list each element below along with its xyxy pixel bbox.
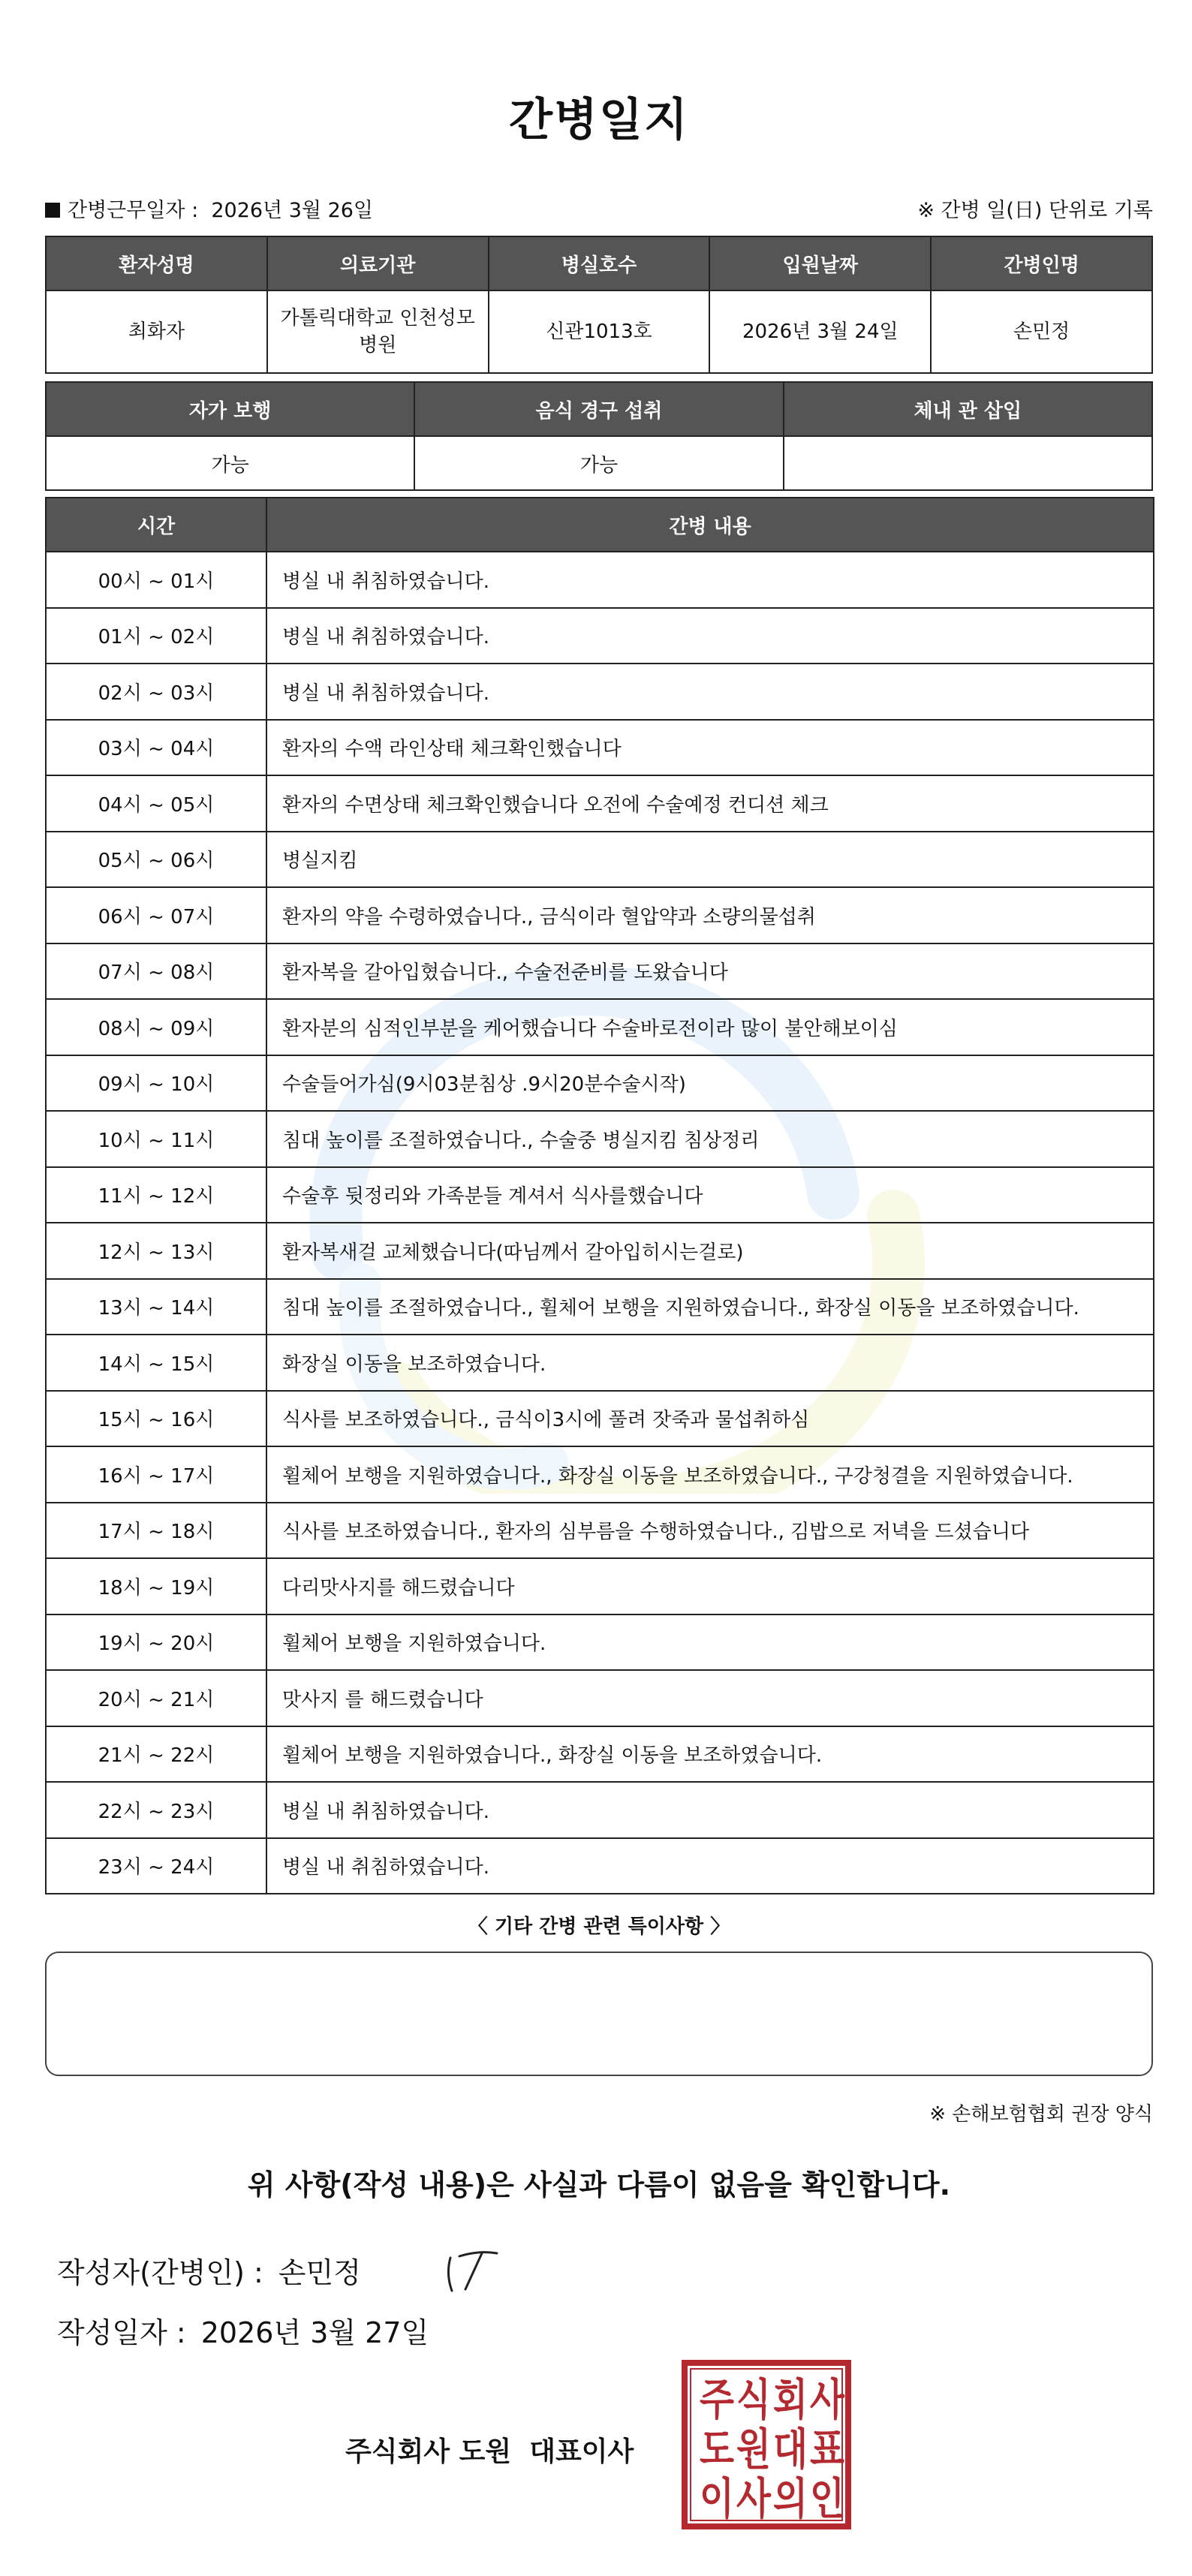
log-time: 07시 ~ 08시 xyxy=(46,943,266,1000)
log-content: 환자의 수면상태 체크확인했습니다 오전에 수술예정 컨디션 체크 xyxy=(266,775,1154,832)
meta-row xyxy=(45,194,1153,224)
record-note: ※ 간병 일(日) 단위로 기록 xyxy=(917,199,1153,222)
table-row xyxy=(46,1446,1154,1503)
written-date-line xyxy=(57,2310,429,2351)
table-row xyxy=(46,832,1154,888)
log-time: 01시 ~ 02시 xyxy=(46,608,266,664)
log-time: 21시 ~ 22시 xyxy=(46,1726,266,1783)
log-content: 병실 내 취침하였습니다. xyxy=(266,1782,1154,1838)
log-time: 12시 ~ 13시 xyxy=(46,1223,266,1279)
special-notes-title: 〈 기타 간병 관련 특이사항 〉 xyxy=(468,1915,730,1938)
company-title: 대표이사 xyxy=(529,2436,634,2467)
log-time: 04시 ~ 05시 xyxy=(46,775,266,832)
svg-text:도: 도 xyxy=(700,2424,734,2475)
patient-status-table xyxy=(45,381,1153,491)
admission-date: 2026년 3월 24일 xyxy=(709,290,931,373)
log-content: 맛사지 를 해드렸습니다 xyxy=(266,1670,1154,1726)
log-content: 환자분의 심적인부분을 케어했습니다 수술바로전이라 많이 불안해보이심 xyxy=(266,999,1154,1055)
log-content: 수술후 뒷정리와 가족분들 계셔서 식사를했습니다 xyxy=(266,1167,1154,1223)
header-room: 병실호수 xyxy=(489,236,710,290)
table-row xyxy=(46,1670,1154,1726)
log-content: 침대 높이를 조절하였습니다., 휠체어 보행을 지원하였습니다., 화장실 이동을 보조하였습니다. xyxy=(266,1279,1154,1335)
svg-text:사: 사 xyxy=(736,2473,772,2524)
log-time: 05시 ~ 06시 xyxy=(46,832,266,888)
table-row xyxy=(46,1503,1154,1559)
log-content: 휠체어 보행을 지원하였습니다., 화장실 이동을 보조하였습니다. xyxy=(266,1726,1154,1783)
recommend-note: ※ 손해보험협회 권장 양식 xyxy=(929,2103,1153,2126)
patient-header-row xyxy=(46,236,1152,290)
log-content: 휠체어 보행을 지원하였습니다., 화장실 이동을 보조하였습니다., 구강청결을 지원하였습니다. xyxy=(266,1446,1154,1503)
work-date-label: 간병근무일자 : xyxy=(68,199,199,222)
care-log-table xyxy=(45,497,1154,1894)
log-time: 11시 ~ 12시 xyxy=(46,1167,266,1223)
log-content: 병실 내 취침하였습니다. xyxy=(266,1838,1154,1894)
log-time: 16시 ~ 17시 xyxy=(46,1446,266,1503)
table-row xyxy=(46,1279,1154,1335)
log-content: 병실 내 취침하였습니다. xyxy=(266,552,1154,608)
table-row xyxy=(46,1223,1154,1279)
log-content: 식사를 보조하였습니다., 환자의 심부름을 수행하였습니다., 김밥으로 저녁을 드셨습니다 xyxy=(266,1503,1154,1559)
header-tube: 체내 관 삽입 xyxy=(784,382,1152,436)
log-time: 03시 ~ 04시 xyxy=(46,720,266,776)
header-patient-name: 환자성명 xyxy=(46,236,267,290)
table-row xyxy=(46,1726,1154,1783)
table-row xyxy=(46,887,1154,943)
special-notes-box xyxy=(45,1952,1153,2076)
log-time: 17시 ~ 18시 xyxy=(46,1503,266,1559)
log-time: 09시 ~ 10시 xyxy=(46,1055,266,1112)
log-time: 14시 ~ 15시 xyxy=(46,1335,266,1391)
svg-text:주: 주 xyxy=(700,2374,734,2425)
table-row xyxy=(46,943,1154,1000)
log-content: 다리맛사지를 해드렸습니다 xyxy=(266,1558,1154,1615)
log-content: 휠체어 보행을 지원하였습니다. xyxy=(266,1615,1154,1671)
table-row xyxy=(46,608,1154,664)
table-row xyxy=(46,999,1154,1055)
log-time: 06시 ~ 07시 xyxy=(46,887,266,943)
svg-text:의: 의 xyxy=(773,2473,808,2524)
log-time: 02시 ~ 03시 xyxy=(46,664,266,720)
caregiver-name: 손민정 xyxy=(931,290,1152,373)
header-oral-intake: 음식 경구 섭취 xyxy=(414,382,783,436)
svg-text:인: 인 xyxy=(810,2473,844,2524)
table-row xyxy=(46,1615,1154,1671)
log-body xyxy=(46,552,1154,1894)
log-content: 환자복새걸 교체했습니다(따님께서 갈아입히시는걸로) xyxy=(266,1223,1154,1279)
log-time: 19시 ~ 20시 xyxy=(46,1615,266,1671)
log-time: 08시 ~ 09시 xyxy=(46,999,266,1055)
log-time: 13시 ~ 14시 xyxy=(46,1279,266,1335)
header-caregiver: 간병인명 xyxy=(931,236,1152,290)
log-time: 00시 ~ 01시 xyxy=(46,552,266,608)
log-content: 병실 내 취침하였습니다. xyxy=(266,664,1154,720)
table-row xyxy=(46,1167,1154,1223)
svg-text:회: 회 xyxy=(773,2374,808,2425)
log-content: 화장실 이동을 보조하였습니다. xyxy=(266,1335,1154,1391)
svg-text:대: 대 xyxy=(773,2424,808,2475)
writer-line xyxy=(57,2249,361,2291)
log-content: 병실지킴 xyxy=(266,832,1154,888)
table-row xyxy=(46,664,1154,720)
svg-text:이: 이 xyxy=(700,2473,734,2524)
log-content: 수술들어가심(9시03분침상 .9시20분수술시작) xyxy=(266,1055,1154,1112)
company-line xyxy=(345,2430,634,2469)
log-content: 환자의 약을 수령하였습니다., 금식이라 혈압약과 소량의물섭취 xyxy=(266,887,1154,943)
tube-value xyxy=(784,436,1152,490)
room-number: 신관1013호 xyxy=(489,290,710,373)
patient-info-table xyxy=(45,236,1153,374)
header-walking: 자가 보행 xyxy=(46,382,414,436)
table-row xyxy=(46,775,1154,832)
confirm-statement: 위 사항(작성 내용)은 사실과 다름이 없음을 확인합니다. xyxy=(247,2168,951,2201)
company-seal-stamp-icon xyxy=(681,2359,852,2530)
header-care-content: 간병 내용 xyxy=(266,498,1154,552)
svg-text:식: 식 xyxy=(736,2374,771,2425)
log-content: 침대 높이를 조절하였습니다., 수술중 병실지킴 침상정리 xyxy=(266,1111,1154,1167)
svg-text:표: 표 xyxy=(810,2424,844,2475)
patient-value-row xyxy=(46,290,1152,373)
table-row xyxy=(46,552,1154,608)
walking-value: 가능 xyxy=(46,436,414,490)
log-header-row xyxy=(46,498,1154,552)
writer-label: 작성자(간병인) : xyxy=(57,2256,263,2289)
log-time: 10시 ~ 11시 xyxy=(46,1111,266,1167)
log-time: 23시 ~ 24시 xyxy=(46,1838,266,1894)
table-row xyxy=(46,1335,1154,1391)
log-time: 18시 ~ 19시 xyxy=(46,1558,266,1615)
work-date-value: 2026년 3월 26일 xyxy=(211,199,374,222)
table-row xyxy=(46,720,1154,776)
table-row xyxy=(46,1838,1154,1894)
oral-intake-value: 가능 xyxy=(414,436,783,490)
writer-name: 손민정 xyxy=(278,2256,361,2289)
date-label: 작성일자 : xyxy=(57,2316,186,2349)
header-admission-date: 입원날짜 xyxy=(709,236,931,290)
log-time: 20시 ~ 21시 xyxy=(46,1670,266,1726)
table-row xyxy=(46,1055,1154,1112)
log-content: 환자복을 갈아입혔습니다., 수술전준비를 도왔습니다 xyxy=(266,943,1154,1000)
header-time: 시간 xyxy=(46,498,266,552)
svg-text:사: 사 xyxy=(810,2374,845,2425)
header-hospital: 의료기관 xyxy=(267,236,489,290)
log-time: 15시 ~ 16시 xyxy=(46,1391,266,1447)
table-row xyxy=(46,1558,1154,1615)
company-name: 주식회사 도원 xyxy=(345,2436,512,2467)
hospital-name: 가톨릭대학교 인천성모병원 xyxy=(267,290,489,373)
svg-text:원: 원 xyxy=(736,2424,771,2475)
signature-icon xyxy=(443,2244,510,2297)
log-time: 22시 ~ 23시 xyxy=(46,1782,266,1838)
status-header-row xyxy=(46,382,1152,436)
log-content: 병실 내 취침하였습니다. xyxy=(266,608,1154,664)
date-value: 2026년 3월 27일 xyxy=(200,2316,429,2349)
table-row xyxy=(46,1111,1154,1167)
table-row xyxy=(46,1782,1154,1838)
page-title: 간병일지 xyxy=(509,94,689,146)
work-date xyxy=(45,194,373,223)
square-bullet-icon xyxy=(45,203,60,218)
log-content: 환자의 수액 라인상태 체크확인했습니다 xyxy=(266,720,1154,776)
status-value-row xyxy=(46,436,1152,490)
log-content: 식사를 보조하였습니다., 금식이3시에 풀려 잣죽과 물섭취하심 xyxy=(266,1391,1154,1447)
table-row xyxy=(46,1391,1154,1447)
patient-name: 최화자 xyxy=(46,290,267,373)
